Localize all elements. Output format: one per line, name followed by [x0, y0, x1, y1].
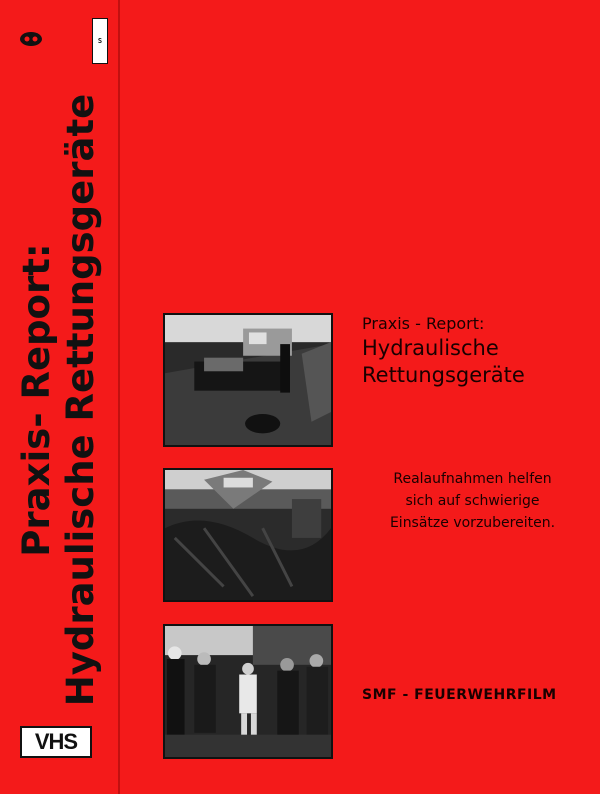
- cover-spine: [0, 0, 120, 794]
- heading-line1: Praxis - Report:: [362, 314, 485, 333]
- spine-title-line2: Hydraulische Rettungsgeräte: [59, 93, 102, 707]
- publisher-name: SMF - FEUERWEHRFILM: [362, 687, 557, 703]
- spine-badge-label: S: [97, 37, 103, 45]
- tagline-line2: sich auf schwierige: [405, 493, 540, 509]
- photo-crash-scene: [163, 313, 333, 447]
- tagline: [360, 468, 585, 534]
- photo-rescue-tool: [163, 468, 333, 602]
- tagline-line1: Realaufnahmen helfen: [393, 471, 552, 487]
- spine-badge: [92, 18, 108, 64]
- vhs-logo-text: VHS: [34, 729, 78, 754]
- main-heading: [362, 313, 525, 389]
- heading-line2: Hydraulische: [362, 336, 499, 360]
- tape-logo-icon: [18, 30, 44, 48]
- spine-title-line1: Praxis- Report:: [15, 243, 58, 557]
- spine-title: [15, 94, 103, 707]
- tagline-line3: Einsätze vorzubereiten.: [389, 515, 556, 531]
- vhs-logo: [20, 726, 92, 758]
- photo-firefighters: [163, 624, 333, 759]
- heading-line3: Rettungsgeräte: [362, 363, 525, 387]
